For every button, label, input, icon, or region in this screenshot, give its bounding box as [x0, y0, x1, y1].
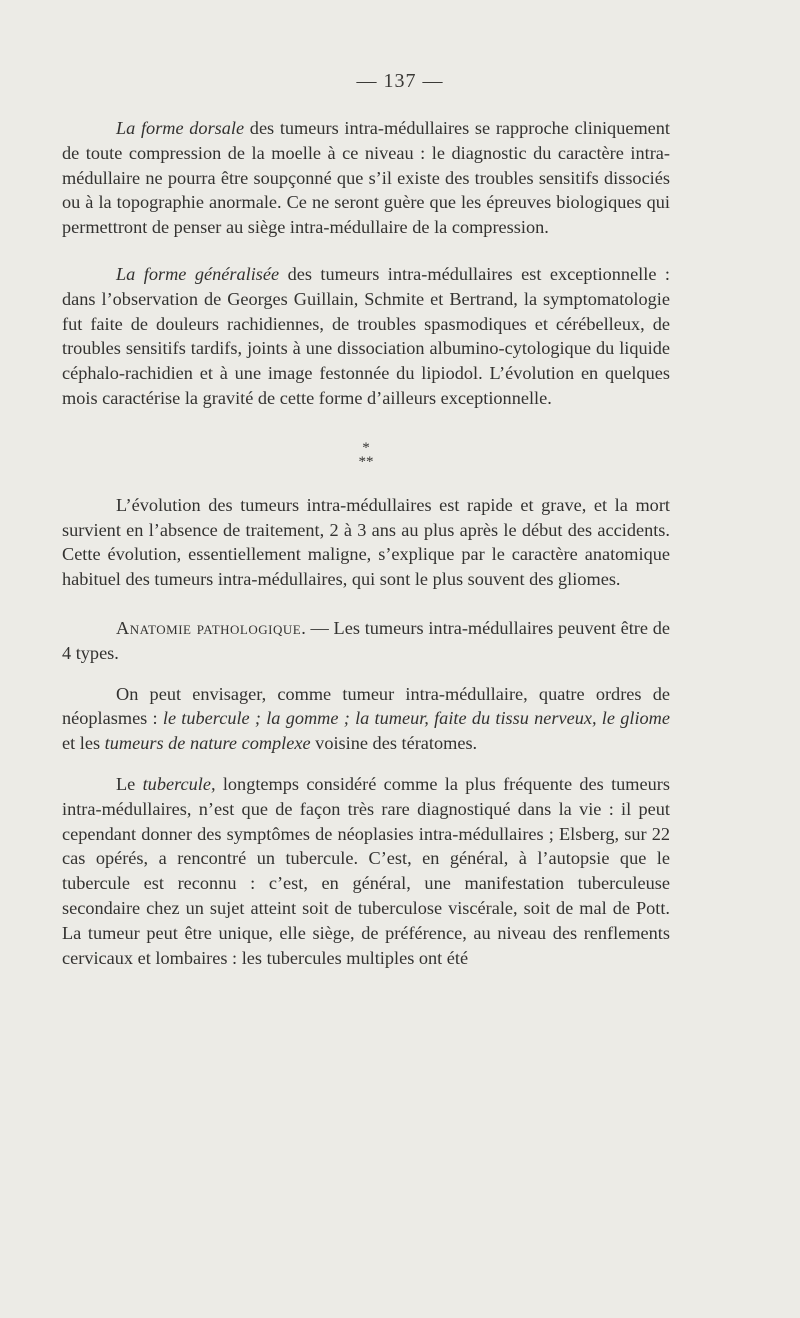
paragraph-forme-dorsale [62, 116, 670, 240]
asterism-separator [62, 441, 670, 469]
paragraph-text: . — Les tumeurs intra-médullaires peuvent être de 4 types. [62, 617, 670, 663]
page-number: — 137 — [356, 70, 444, 92]
paragraph-text: des tumeurs intra-médullaires est exceptionnelle : dans l’observation de Georges Guillain, Schmite et Bertrand, la symptomatologie fut faite de douleurs rachidiennes, de troubles spasmodiques et cérébelleux, de troubles sensitifs tardifs, joints à une dissociation albumino-cytologique du liquide céphalo-rachidien et à une image festonnée du lipiodol. L’évolution en quelques mois caractérise la gravité de cette forme d’ailleurs exceptionnelle. [62, 263, 670, 408]
text-run: et les [62, 733, 105, 754]
asterism-bottom: ** [358, 453, 374, 470]
italic-run: tubercule, [142, 773, 216, 794]
text-run: Le [116, 773, 143, 794]
paragraph-text: des tumeurs intra-médullaires se rapproche cliniquement de toute compression de la moelle à ce niveau : le diagnostic du caractère intra-médullaire ne pourra être soupçonné que s’il existe des troubles sensitifs dissociés ou à la topographie anormale. Ce ne seront guère que les épreuves biologiques qui permettront de penser au siège intra-médullaire de la compression. [62, 118, 670, 238]
body-text [62, 116, 670, 970]
text-run: longtemps considéré comme la plus fréquente des tumeurs intra-médullaires, n’est que de façon très rare diagnostiqué dans la vie : il peut cependant donner des symptômes de néoplasies intra-médullaires ; Elsberg, sur 22 cas opérés, a rencontré un tubercule. C’est, en général, à l’autopsie que le tubercule est reconnu : c’est, en général, une manifestation tuberculeuse secondaire chez un sujet atteint soit de tuberculose viscérale, soit de mal de Pott. La tumeur peut être unique, elle siège, de préférence, au niveau des renflements cervicaux et lombaires : les tubercules multiples ont été [62, 773, 670, 968]
paragraph-tubercule [62, 772, 670, 970]
italic-run: le tubercule ; la gomme ; la tumeur, faite du tissu nerveux, le gliome [162, 708, 670, 729]
text-run: On peut envisager, comme tumeur intra-médullaire, quatre ordres de néoplasmes : [62, 683, 670, 729]
paragraph-forme-generalisee [62, 262, 670, 411]
asterism-top: * [362, 439, 370, 456]
section-lead: La forme dorsale [116, 118, 245, 138]
paragraph-evolution: L’évolution des tumeurs intra-médullaires est rapide et grave, et la mort survient en l’absence de traitement, 2 à 3 ans au plus après le début des accidents. Cette évolution, essentiellement maligne, s’explique par le caractère anatomique habituel des tumeurs intra-médullaires, qui sont le plus souvent des gliomes. [62, 494, 670, 590]
paragraph-anatomie [62, 616, 670, 666]
paragraph-neoplasmes [62, 682, 670, 756]
section-lead: La forme généralisée [116, 263, 280, 284]
text-run: voisine des tératomes. [310, 733, 478, 754]
section-heading: Anatomie pathologique [116, 617, 302, 638]
italic-run: tumeurs de nature complexe [104, 733, 311, 754]
